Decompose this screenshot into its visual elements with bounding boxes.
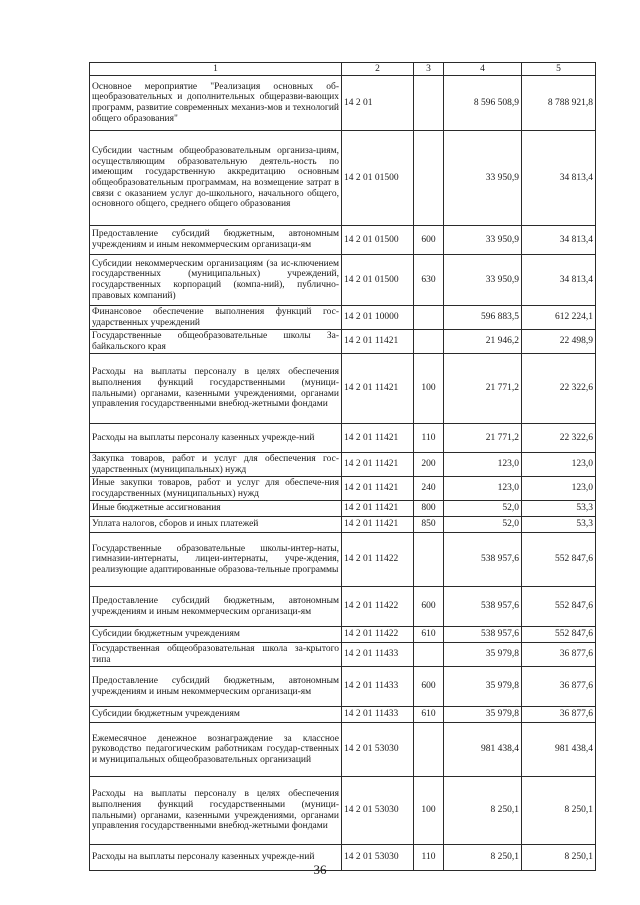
- table-row: [90, 777, 596, 845]
- table-row: [90, 76, 596, 131]
- row-code: 14 2 01 11421: [342, 501, 414, 517]
- row-value-year1: 8 250,1: [444, 777, 522, 845]
- table-row: [90, 533, 596, 587]
- row-value-year1: 33 950,9: [444, 255, 522, 306]
- row-code: 14 2 01 11421: [342, 453, 414, 477]
- row-code: 14 2 01 53030: [342, 845, 414, 871]
- row-value-year1: 33 950,9: [444, 226, 522, 255]
- table-row: [90, 723, 596, 777]
- row-vr: [414, 723, 444, 777]
- row-name: Субсидии бюджетным учреждениям: [90, 627, 342, 643]
- row-value-year1: 596 883,5: [444, 306, 522, 330]
- row-vr: 600: [414, 587, 444, 627]
- table-row: [90, 131, 596, 226]
- row-vr: 200: [414, 453, 444, 477]
- row-name: Субсидии бюджетным учреждениям: [90, 707, 342, 723]
- row-name: Основное мероприятие "Реализация основных об-щеобразовательных и дополнительных общеразви-вающих программ, развитие современных механиз-мов и технологий общего образования": [90, 76, 342, 131]
- row-code: 14 2 01 11433: [342, 643, 414, 667]
- table-row: [90, 255, 596, 306]
- row-vr: [414, 76, 444, 131]
- row-code: 14 2 01 11422: [342, 587, 414, 627]
- row-code: 14 2 01 10000: [342, 306, 414, 330]
- table-row: [90, 306, 596, 330]
- table-row: [90, 226, 596, 255]
- row-value-year2: 53,3: [522, 501, 596, 517]
- row-value-year1: 52,0: [444, 517, 522, 533]
- row-code: 14 2 01 11421: [342, 354, 414, 424]
- col-header-name: 1: [90, 63, 342, 76]
- row-value-year2: 552 847,6: [522, 627, 596, 643]
- row-value-year2: 123,0: [522, 477, 596, 501]
- row-name: Расходы на выплаты персоналу казенных учрежде-ний: [90, 845, 342, 871]
- row-name: Расходы на выплаты персоналу в целях обеспечения выполнения функций государственными (муници-пальными) органами, казенными учреждениями, органами управления государственными внебюд-жетными фондами: [90, 777, 342, 845]
- row-name: Иные закупки товаров, работ и услуг для обеспече-ния государственных (муниципальных) нужд: [90, 477, 342, 501]
- row-code: 14 2 01 11421: [342, 424, 414, 453]
- row-code: 14 2 01: [342, 76, 414, 131]
- row-value-year1: 123,0: [444, 477, 522, 501]
- row-value-year1: 35 979,8: [444, 707, 522, 723]
- row-value-year2: 34 813,4: [522, 255, 596, 306]
- row-value-year2: 8 250,1: [522, 845, 596, 871]
- table-row: [90, 453, 596, 477]
- table-row: [90, 627, 596, 643]
- row-value-year2: 612 224,1: [522, 306, 596, 330]
- row-value-year1: 538 957,6: [444, 587, 522, 627]
- row-value-year2: 8 250,1: [522, 777, 596, 845]
- row-value-year2: 36 877,6: [522, 643, 596, 667]
- row-value-year1: 8 596 508,9: [444, 76, 522, 131]
- row-vr: [414, 533, 444, 587]
- row-name: Предоставление субсидий бюджетным, автономным учреждениям и иным некоммерческим организаци-ям: [90, 667, 342, 707]
- row-value-year1: 21 771,2: [444, 424, 522, 453]
- row-vr: 100: [414, 777, 444, 845]
- row-name: Государственные общеобразовательные школы За-байкальского края: [90, 330, 342, 354]
- table-row: [90, 424, 596, 453]
- row-value-year2: 34 813,4: [522, 226, 596, 255]
- row-code: 14 2 01 11433: [342, 707, 414, 723]
- row-name: Субсидии некоммерческим организациям (за ис-ключением государственных (муниципальных) учреждений, государственных корпораций (компа-ний), публично-правовых компаний): [90, 255, 342, 306]
- row-value-year2: 34 813,4: [522, 131, 596, 226]
- row-value-year2: 36 877,6: [522, 707, 596, 723]
- row-vr: 800: [414, 501, 444, 517]
- col-header-code: 2: [342, 63, 414, 76]
- row-value-year1: 8 250,1: [444, 845, 522, 871]
- row-name: Закупка товаров, работ и услуг для обеспечения гос-ударственных (муниципальных) нужд: [90, 453, 342, 477]
- row-name: Предоставление субсидий бюджетным, автономным учреждениям и иным некоммерческим организаци-ям: [90, 587, 342, 627]
- row-value-year2: 552 847,6: [522, 533, 596, 587]
- row-vr: [414, 131, 444, 226]
- row-value-year2: 22 322,6: [522, 354, 596, 424]
- row-name: Субсидии частным общеобразовательным организа-циям, осуществляющим образовательную деятель-ность по имеющим государственную аккредитацию основным общеобразовательным программам, на возмещение затрат в связи с оказанием услуг до-школьного, начального общего, основного общего, среднего общего образования: [90, 131, 342, 226]
- row-name: Финансовое обеспечение выполнения функций гос-ударственных учреждений: [90, 306, 342, 330]
- row-value-year1: 52,0: [444, 501, 522, 517]
- row-code: 14 2 01 11421: [342, 330, 414, 354]
- row-value-year1: 538 957,6: [444, 533, 522, 587]
- page-number: 36: [313, 862, 327, 877]
- row-vr: 110: [414, 424, 444, 453]
- row-vr: 600: [414, 667, 444, 707]
- row-code: 14 2 01 11422: [342, 533, 414, 587]
- row-value-year1: 35 979,8: [444, 667, 522, 707]
- row-code: 14 2 01 53030: [342, 777, 414, 845]
- row-value-year1: 21 771,2: [444, 354, 522, 424]
- row-vr: [414, 330, 444, 354]
- budget-table: [89, 62, 596, 871]
- col-header-vr: 3: [414, 63, 444, 76]
- table-row: [90, 477, 596, 501]
- row-name: Предоставление субсидий бюджетным, автономным учреждениям и иным некоммерческим организаци-ям: [90, 226, 342, 255]
- table-row: [90, 707, 596, 723]
- row-vr: 600: [414, 226, 444, 255]
- row-code: 14 2 01 11421: [342, 517, 414, 533]
- row-vr: [414, 306, 444, 330]
- row-value-year1: 981 438,4: [444, 723, 522, 777]
- row-vr: 610: [414, 707, 444, 723]
- header-row: [90, 63, 596, 76]
- row-value-year2: 36 877,6: [522, 667, 596, 707]
- row-name: Ежемесячное денежное вознаграждение за классное руководство педагогическим работникам государ-ственных и муниципальных общеобразовательных организаций: [90, 723, 342, 777]
- col-header-year2: 5: [522, 63, 596, 76]
- row-value-year2: 22 322,6: [522, 424, 596, 453]
- table-row: [90, 354, 596, 424]
- row-name: Государственные образовательные школы-интер-наты, гимназии-интернаты, лицеи-интернаты, учре-ждения, реализующие адаптированные образова-тельные программы: [90, 533, 342, 587]
- row-code: 14 2 01 11421: [342, 477, 414, 501]
- row-name: Расходы на выплаты персоналу казенных учрежде-ний: [90, 424, 342, 453]
- row-vr: 630: [414, 255, 444, 306]
- table-row: [90, 587, 596, 627]
- row-vr: [414, 643, 444, 667]
- row-code: 14 2 01 11433: [342, 667, 414, 707]
- row-value-year1: 35 979,8: [444, 643, 522, 667]
- row-value-year2: 123,0: [522, 453, 596, 477]
- row-code: 14 2 01 01500: [342, 131, 414, 226]
- row-vr: 110: [414, 845, 444, 871]
- row-vr: 240: [414, 477, 444, 501]
- row-value-year2: 22 498,9: [522, 330, 596, 354]
- row-vr: 610: [414, 627, 444, 643]
- row-value-year2: 552 847,6: [522, 587, 596, 627]
- row-value-year1: 21 946,2: [444, 330, 522, 354]
- row-name: Государственная общеобразовательная школа за-крытого типа: [90, 643, 342, 667]
- row-code: 14 2 01 01500: [342, 255, 414, 306]
- row-code: 14 2 01 53030: [342, 723, 414, 777]
- row-vr: 850: [414, 517, 444, 533]
- row-value-year1: 538 957,6: [444, 627, 522, 643]
- table-row: [90, 330, 596, 354]
- row-name: Иные бюджетные ассигнования: [90, 501, 342, 517]
- row-value-year1: 123,0: [444, 453, 522, 477]
- table-body: [90, 76, 596, 871]
- table-row: [90, 643, 596, 667]
- row-code: 14 2 01 11422: [342, 627, 414, 643]
- row-name: Расходы на выплаты персоналу в целях обеспечения выполнения функций государственными (муници-пальными) органами, казенными учреждениями, органами управления государственными внебюд-жетными фондами: [90, 354, 342, 424]
- row-value-year1: 33 950,9: [444, 131, 522, 226]
- row-value-year2: 53,3: [522, 517, 596, 533]
- table-row: [90, 517, 596, 533]
- col-header-year1: 4: [444, 63, 522, 76]
- table-row: [90, 667, 596, 707]
- row-code: 14 2 01 01500: [342, 226, 414, 255]
- row-vr: 100: [414, 354, 444, 424]
- row-value-year2: 8 788 921,8: [522, 76, 596, 131]
- row-value-year2: 981 438,4: [522, 723, 596, 777]
- row-name: Уплата налогов, сборов и иных платежей: [90, 517, 342, 533]
- table-row: [90, 501, 596, 517]
